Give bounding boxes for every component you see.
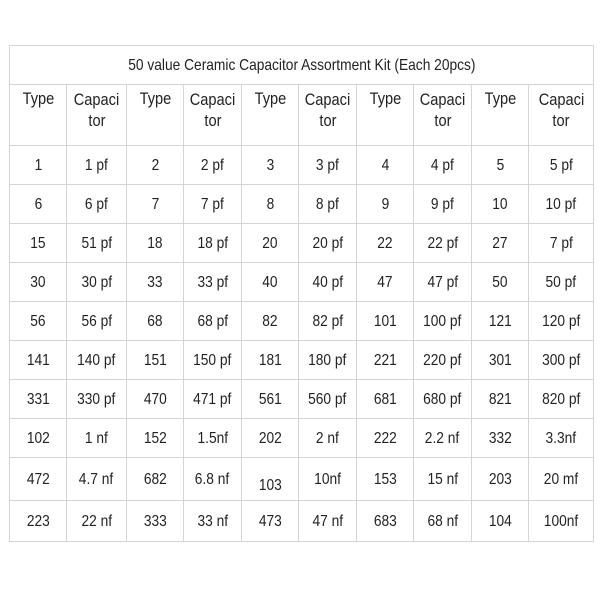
capacitor-kit-sheet bbox=[9, 45, 593, 533]
capacitance-cell: 120 pf bbox=[529, 302, 594, 341]
type-cell: 15 bbox=[10, 224, 67, 263]
type-cell: 104 bbox=[472, 501, 529, 542]
capacitance-cell: 82 pf bbox=[299, 302, 357, 341]
type-cell: 6 bbox=[10, 185, 67, 224]
type-cell: 181 bbox=[242, 341, 299, 380]
type-cell: 332 bbox=[472, 419, 529, 458]
header-capacitor: Capaci tor bbox=[414, 85, 472, 146]
table-title-text: 50 value Ceramic Capacitor Assortment Kit (Each 20pcs) bbox=[127, 56, 476, 74]
header-capacitor: Capaci tor bbox=[184, 85, 242, 146]
type-cell: 333 bbox=[127, 501, 184, 542]
type-cell: 4 bbox=[357, 146, 414, 185]
type-cell: 27 bbox=[472, 224, 529, 263]
capacitance-cell: 1 nf bbox=[67, 419, 127, 458]
type-cell: 18 bbox=[127, 224, 184, 263]
capacitance-cell: 6 pf bbox=[67, 185, 127, 224]
header-type: Type bbox=[10, 85, 67, 146]
type-cell: 202 bbox=[242, 419, 299, 458]
type-cell: 223 bbox=[10, 501, 67, 542]
capacitance-cell: 3.3nf bbox=[529, 419, 594, 458]
capacitance-cell: 4 pf bbox=[414, 146, 472, 185]
type-cell: 47 bbox=[357, 263, 414, 302]
capacitance-cell: 3 pf bbox=[299, 146, 357, 185]
type-cell: 331 bbox=[10, 380, 67, 419]
table-row bbox=[10, 302, 594, 341]
capacitance-cell: 56 pf bbox=[67, 302, 127, 341]
type-cell: 682 bbox=[127, 458, 184, 501]
type-cell: 821 bbox=[472, 380, 529, 419]
type-cell: 101 bbox=[357, 302, 414, 341]
table-title bbox=[10, 46, 594, 85]
table-row bbox=[10, 185, 594, 224]
type-cell: 5 bbox=[472, 146, 529, 185]
capacitance-cell: 47 pf bbox=[414, 263, 472, 302]
capacitor-value-table bbox=[9, 45, 594, 542]
type-cell: 152 bbox=[127, 419, 184, 458]
type-cell: 82 bbox=[242, 302, 299, 341]
type-cell: 40 bbox=[242, 263, 299, 302]
capacitance-cell: 68 nf bbox=[414, 501, 472, 542]
table-row bbox=[10, 380, 594, 419]
type-cell: 151 bbox=[127, 341, 184, 380]
capacitance-cell: 2.2 nf bbox=[414, 419, 472, 458]
type-cell: 3 bbox=[242, 146, 299, 185]
capacitance-cell: 15 nf bbox=[414, 458, 472, 501]
capacitance-cell: 2 pf bbox=[184, 146, 242, 185]
header-type: Type bbox=[242, 85, 299, 146]
header-type: Type bbox=[472, 85, 529, 146]
capacitance-cell: 68 pf bbox=[184, 302, 242, 341]
table-row bbox=[10, 458, 594, 501]
type-cell: 50 bbox=[472, 263, 529, 302]
type-cell: 681 bbox=[357, 380, 414, 419]
capacitance-cell: 47 nf bbox=[299, 501, 357, 542]
header-type: Type bbox=[357, 85, 414, 146]
type-cell: 68 bbox=[127, 302, 184, 341]
type-cell: 121 bbox=[472, 302, 529, 341]
capacitance-cell: 1.5nf bbox=[184, 419, 242, 458]
type-cell: 141 bbox=[10, 341, 67, 380]
type-cell: 9 bbox=[357, 185, 414, 224]
type-cell: 102 bbox=[10, 419, 67, 458]
type-cell: 472 bbox=[10, 458, 67, 501]
capacitance-cell: 9 pf bbox=[414, 185, 472, 224]
type-cell: 22 bbox=[357, 224, 414, 263]
capacitance-cell: 471 pf bbox=[184, 380, 242, 419]
type-cell: 103 bbox=[242, 458, 299, 501]
capacitance-cell: 6.8 nf bbox=[184, 458, 242, 501]
capacitance-cell: 7 pf bbox=[184, 185, 242, 224]
capacitance-cell: 22 pf bbox=[414, 224, 472, 263]
type-cell: 473 bbox=[242, 501, 299, 542]
table-row bbox=[10, 146, 594, 185]
capacitance-cell: 560 pf bbox=[299, 380, 357, 419]
type-cell: 1 bbox=[10, 146, 67, 185]
capacitance-cell: 20 pf bbox=[299, 224, 357, 263]
table-row bbox=[10, 224, 594, 263]
type-cell: 30 bbox=[10, 263, 67, 302]
capacitance-cell: 100nf bbox=[529, 501, 594, 542]
capacitance-cell: 20 mf bbox=[529, 458, 594, 501]
capacitance-cell: 33 nf bbox=[184, 501, 242, 542]
capacitance-cell: 7 pf bbox=[529, 224, 594, 263]
capacitance-cell: 2 nf bbox=[299, 419, 357, 458]
capacitance-cell: 4.7 nf bbox=[67, 458, 127, 501]
type-cell: 7 bbox=[127, 185, 184, 224]
capacitance-cell: 10 pf bbox=[529, 185, 594, 224]
capacitance-cell: 22 nf bbox=[67, 501, 127, 542]
title-row bbox=[10, 46, 594, 85]
type-cell: 56 bbox=[10, 302, 67, 341]
table-row bbox=[10, 263, 594, 302]
type-cell: 33 bbox=[127, 263, 184, 302]
capacitance-cell: 1 pf bbox=[67, 146, 127, 185]
type-cell: 301 bbox=[472, 341, 529, 380]
capacitance-cell: 40 pf bbox=[299, 263, 357, 302]
type-cell: 221 bbox=[357, 341, 414, 380]
capacitance-cell: 820 pf bbox=[529, 380, 594, 419]
capacitance-cell: 100 pf bbox=[414, 302, 472, 341]
type-cell: 8 bbox=[242, 185, 299, 224]
capacitance-cell: 50 pf bbox=[529, 263, 594, 302]
type-cell: 2 bbox=[127, 146, 184, 185]
capacitance-cell: 5 pf bbox=[529, 146, 594, 185]
capacitance-cell: 51 pf bbox=[67, 224, 127, 263]
header-row bbox=[10, 85, 594, 146]
capacitance-cell: 220 pf bbox=[414, 341, 472, 380]
capacitance-cell: 150 pf bbox=[184, 341, 242, 380]
capacitance-cell: 180 pf bbox=[299, 341, 357, 380]
type-cell: 561 bbox=[242, 380, 299, 419]
type-cell: 20 bbox=[242, 224, 299, 263]
capacitance-cell: 8 pf bbox=[299, 185, 357, 224]
table-row bbox=[10, 501, 594, 542]
type-cell: 470 bbox=[127, 380, 184, 419]
header-capacitor: Capaci tor bbox=[299, 85, 357, 146]
capacitance-cell: 33 pf bbox=[184, 263, 242, 302]
type-cell: 10 bbox=[472, 185, 529, 224]
header-capacitor: Capaci tor bbox=[529, 85, 594, 146]
type-cell: 683 bbox=[357, 501, 414, 542]
table-row bbox=[10, 341, 594, 380]
type-cell: 203 bbox=[472, 458, 529, 501]
capacitance-cell: 300 pf bbox=[529, 341, 594, 380]
capacitance-cell: 140 pf bbox=[67, 341, 127, 380]
capacitance-cell: 30 pf bbox=[67, 263, 127, 302]
type-cell: 222 bbox=[357, 419, 414, 458]
header-type: Type bbox=[127, 85, 184, 146]
capacitance-cell: 10nf bbox=[299, 458, 357, 501]
capacitance-cell: 330 pf bbox=[67, 380, 127, 419]
table-row bbox=[10, 419, 594, 458]
capacitance-cell: 680 pf bbox=[414, 380, 472, 419]
header-capacitor: Capaci tor bbox=[67, 85, 127, 146]
capacitance-cell: 18 pf bbox=[184, 224, 242, 263]
type-cell: 153 bbox=[357, 458, 414, 501]
